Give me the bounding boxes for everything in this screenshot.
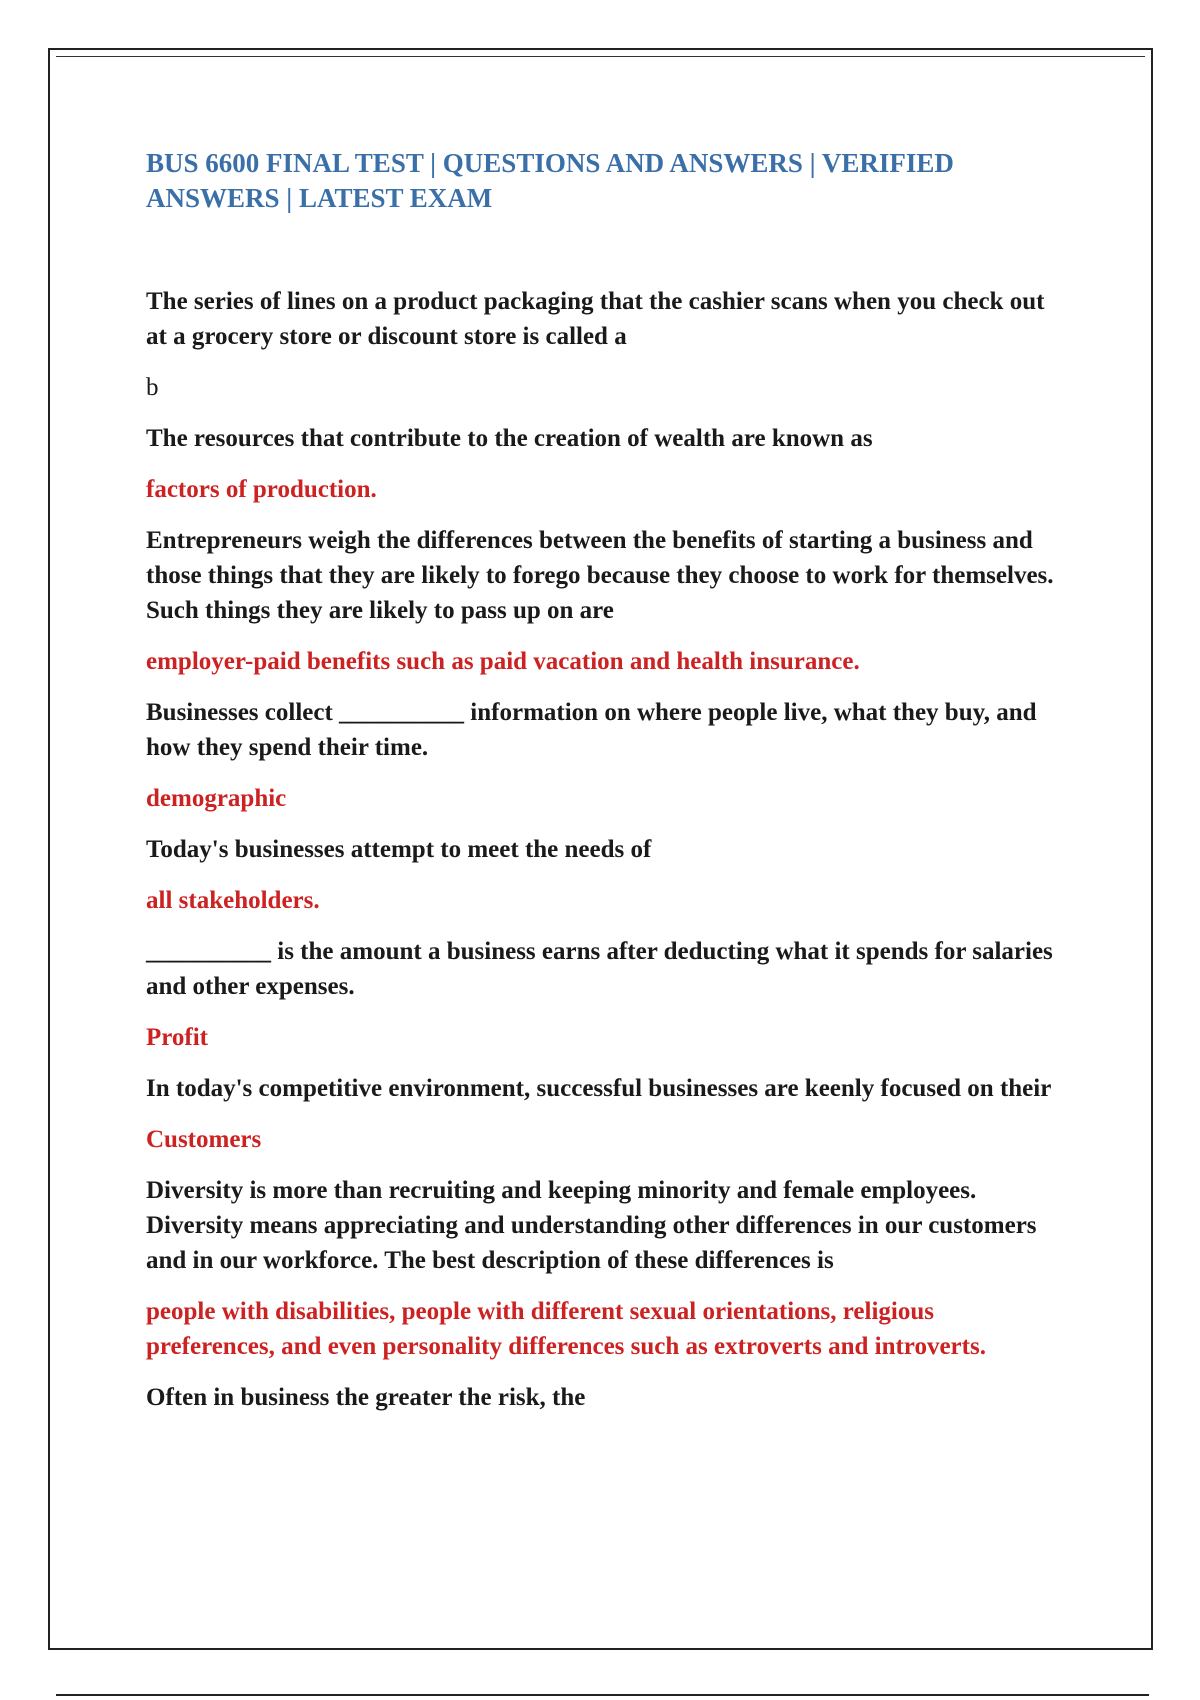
question-1: The series of lines on a product packaging that the cashier scans when you check out at a grocery store or discount store is called a [146,288,1045,350]
answer-5: all stakeholders. [146,887,320,914]
question-8: Diversity is more than recruiting and keeping minority and female employees. Diversity means appreciating and understanding other differences in our customers and in our workforce. The best description of these differences is [146,1177,1037,1274]
question-3: Entrepreneurs weigh the differences between the benefits of starting a business and those things that they are likely to forego because they choose to work for themselves. Such things they are likely to pass up on are [146,527,1054,624]
question-5: Today's businesses attempt to meet the needs of [146,836,652,863]
top-rule [56,56,1145,57]
question-4: Businesses collect __________ information on where people live, what they buy, and how they spend their time. [146,699,1037,761]
document-title: BUS 6600 FINAL TEST | QUESTIONS AND ANSWERS | VERIFIED ANSWERS | LATEST EXAM [146,148,954,213]
question-2: The resources that contribute to the creation of wealth are known as [146,425,873,452]
question-9: Often in business the greater the risk, the [146,1384,586,1411]
answer-2: factors of production. [146,476,377,503]
answer-4: demographic [146,785,287,812]
answer-6: Profit [146,1024,209,1051]
question-7: In today's competitive environment, successful businesses are keenly focused on their [146,1075,1052,1102]
answer-1: b [146,374,159,401]
question-6: __________ is the amount a business earns after deducting what it spends for salaries and other expenses. [146,938,1053,1000]
footer-rule [56,1694,1149,1696]
qa-list [146,284,1066,1415]
document-body [146,146,1066,1431]
answer-8: people with disabilities, people with different sexual orientations, religious preferences, and even personality differences such as extroverts and introverts. [146,1298,986,1360]
answer-7: Customers [146,1126,262,1153]
answer-3: employer-paid benefits such as paid vacation and health insurance. [146,648,860,675]
